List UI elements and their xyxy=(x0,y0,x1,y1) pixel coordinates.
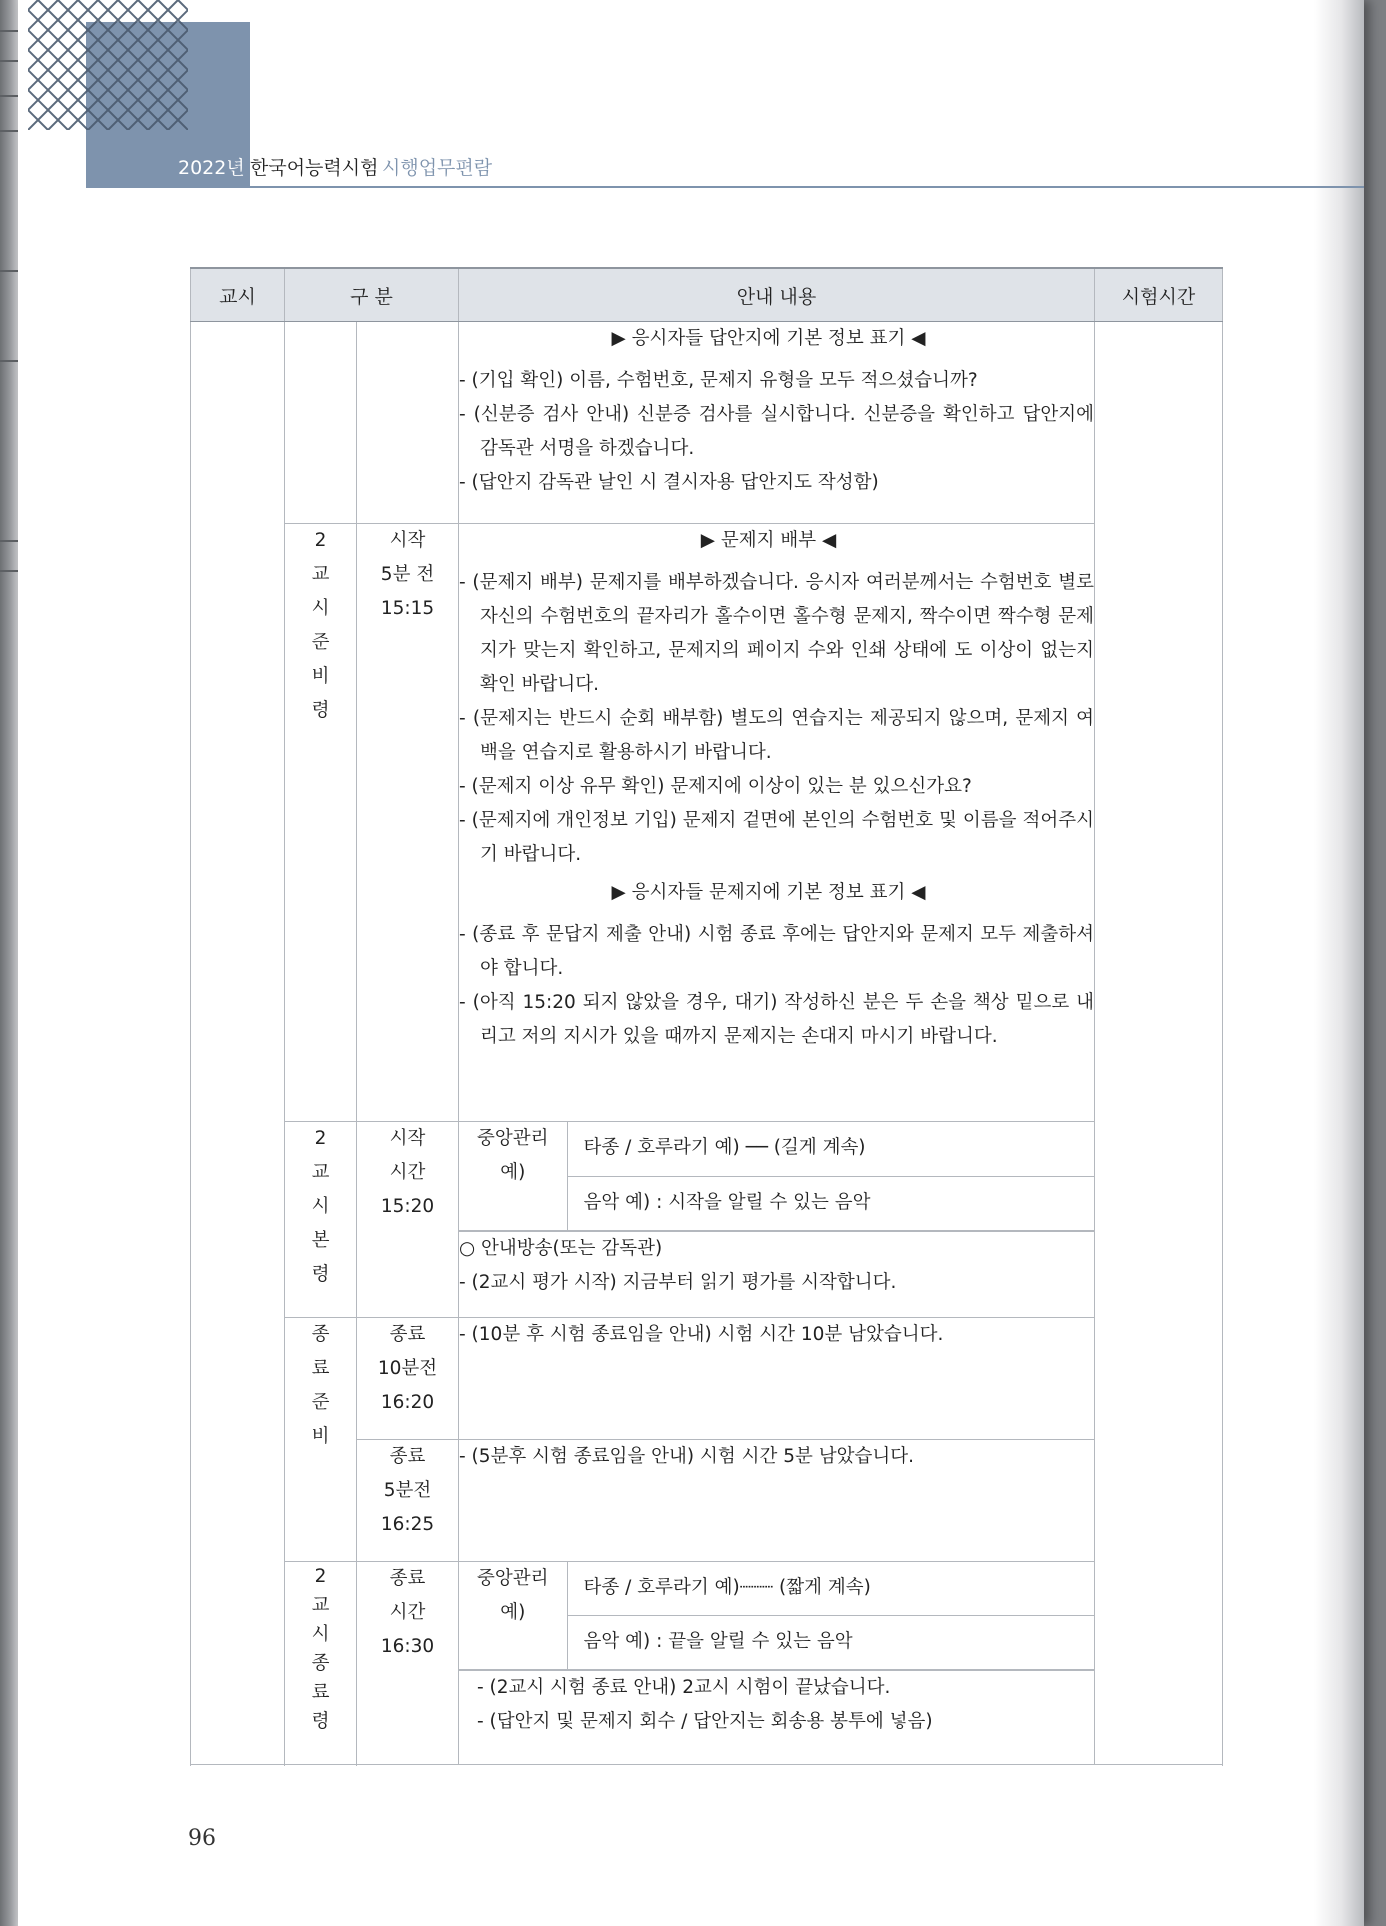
header-time: 시험시간 xyxy=(1095,268,1223,322)
group-cell: 2 교 시 준 비 령 xyxy=(285,524,357,1122)
list-item: - (답안지 및 문제지 회수 / 답안지는 회송용 봉투에 넣음) xyxy=(477,1711,933,1732)
list-item: - (문제지에 개인정보 기입) 문제지 겉면에 본인의 수험번호 및 이름을 적어주시기 바랍니다. xyxy=(459,810,1094,865)
section-heading: ▶ 응시자들 문제지에 기본 정보 표기 ◀ xyxy=(611,882,926,903)
group-cell: 종 료 준 비 xyxy=(285,1317,357,1561)
list-item: - (신분증 검사 안내) 신분증 검사를 실시합니다. 신분증을 확인하고 답안지에 감독관 서명을 하겠습니다. xyxy=(459,404,1094,459)
content-cell xyxy=(459,524,1095,1122)
header-category: 구 분 xyxy=(285,268,459,322)
header-period: 교시 xyxy=(191,268,285,322)
table-header-row xyxy=(191,268,1223,322)
document-page xyxy=(18,0,1364,1926)
sub-cell: 종료 10분전 16:20 xyxy=(357,1317,459,1439)
list-item: - (2교시 평가 시작) 지금부터 읽기 평가를 시작합니다. xyxy=(459,1271,897,1293)
signal-container xyxy=(459,1561,1095,1671)
list-item: - (10분 후 시험 종료임을 안내) 시험 시간 10분 남았습니다. xyxy=(459,1323,944,1345)
content-cell xyxy=(459,322,1095,524)
list-item: - (문제지 이상 유무 확인) 문제지에 이상이 있는 분 있으신가요? xyxy=(459,776,972,797)
time-cell xyxy=(1095,322,1223,1765)
list-item: - (기입 확인) 이름, 수험번호, 문제지 유형을 모두 적으셨습니까? xyxy=(459,370,978,391)
exam-guide-table xyxy=(190,267,1223,1765)
sub-cell: 종료 시간 16:30 xyxy=(357,1561,459,1765)
header-subtitle: 시행업무편람 xyxy=(382,157,493,179)
header-rule xyxy=(250,186,1364,188)
group-cell xyxy=(285,322,357,524)
page-number: 96 xyxy=(188,1826,216,1851)
signal-container xyxy=(459,1122,1095,1232)
section-heading: ▶ 문제지 배부 ◀ xyxy=(700,530,837,551)
central-control-cell: 중앙관리 예) xyxy=(459,1122,567,1230)
broadcast-label: ○ 안내방송(또는 감독관) xyxy=(459,1237,663,1259)
sub-cell: 종료 5분전 16:25 xyxy=(357,1439,459,1561)
signal-bell-cell: 타종 / 호루라기 예) ── (길게 계속) xyxy=(567,1122,1094,1176)
sub-cell: 시작 5분 전 15:15 xyxy=(357,524,459,1122)
book-spine xyxy=(0,0,18,1926)
list-item: - (2교시 시험 종료 안내) 2교시 시험이 끝났습니다. xyxy=(477,1677,891,1698)
sub-cell: 시작 시간 15:20 xyxy=(357,1122,459,1318)
signal-music-cell: 음악 예) : 시작을 알릴 수 있는 음악 xyxy=(567,1176,1094,1230)
header-title: 한국어능력시험 xyxy=(250,157,379,179)
page-edge-shadow xyxy=(1314,0,1364,1926)
list-item: - (문제지 배부) 문제지를 배부하겠습니다. 응시자 여러분께서는 수험번호 별로 자신의 수험번호의 끝자리가 홀수이면 홀수형 문제지, 짝수이면 짝수형 문제지가 맞는지 확인하고, 문제지의 페이지 수와 인쇄 상태에 도 이상이 없는지 확인 바랍니다. xyxy=(459,572,1094,695)
content-cell xyxy=(459,1231,1095,1317)
period-cell xyxy=(191,322,285,1765)
table-row xyxy=(191,1561,1223,1616)
table-row xyxy=(191,524,1223,1122)
list-item: - (답안지 감독관 날인 시 결시자용 답안지도 작성함) xyxy=(459,472,879,493)
content-cell xyxy=(459,1671,1095,1765)
group-cell: 2 교 시 종 료 령 xyxy=(285,1561,357,1765)
table-row xyxy=(191,1317,1223,1439)
header-year: 2022년 xyxy=(178,157,245,179)
central-control-cell: 중앙관리 예) xyxy=(459,1562,567,1670)
header-lattice-pattern xyxy=(28,0,188,130)
group-cell: 2 교 시 본 령 xyxy=(285,1122,357,1318)
content-cell xyxy=(459,1317,1095,1439)
signal-music-cell: 음악 예) : 끝을 알릴 수 있는 음악 xyxy=(567,1616,1094,1670)
list-item: - (5분후 시험 종료임을 안내) 시험 시간 5분 남았습니다. xyxy=(459,1445,914,1467)
list-item: - (문제지는 반드시 순회 배부함) 별도의 연습지는 제공되지 않으며, 문제지 여백을 연습지로 활용하시기 바랍니다. xyxy=(459,708,1094,763)
content-cell xyxy=(459,1439,1095,1561)
table-row xyxy=(191,1122,1223,1177)
list-item: - (아직 15:20 되지 않았을 경우, 대기) 작성하신 분은 두 손을 책상 밑으로 내리고 저의 지시가 있을 때까지 문제지는 손대지 마시기 바랍니다. xyxy=(459,992,1094,1047)
section-heading: ▶ 응시자들 답안지에 기본 정보 표기 ◀ xyxy=(611,328,926,349)
table-row xyxy=(191,322,1223,524)
header-content: 안내 내용 xyxy=(459,268,1095,322)
list-item: - (종료 후 문답지 제출 안내) 시험 종료 후에는 답안지와 문제지 모두 제출하셔야 합니다. xyxy=(459,924,1094,979)
signal-bell-cell: 타종 / 호루라기 예)┈┈┈ (짧게 계속) xyxy=(567,1562,1094,1616)
